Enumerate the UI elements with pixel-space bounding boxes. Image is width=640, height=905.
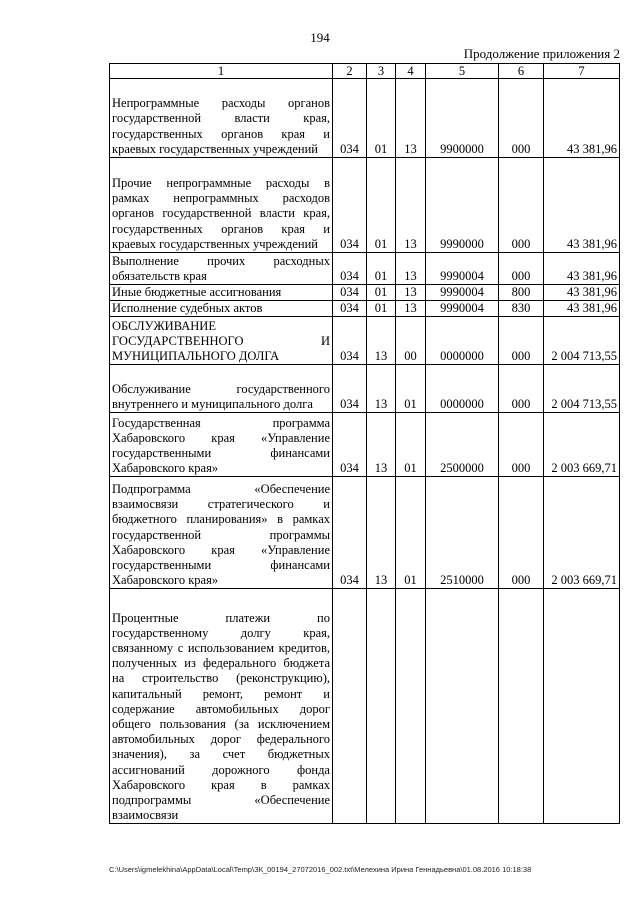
cell-code-2: 034 <box>333 317 367 365</box>
cell-code-4: 13 <box>396 285 426 301</box>
cell-code-5: 9990004 <box>426 253 499 285</box>
cell-code-2: 034 <box>333 365 367 413</box>
cell-code-3: 01 <box>367 158 396 253</box>
cell-code-6: 830 <box>499 301 544 317</box>
row-name-cell: ОБСЛУЖИВАНИЕ ГОСУДАРСТВЕННОГО И МУНИЦИПАЛЬНОГО ДОЛГА <box>110 317 333 365</box>
row-name-cell: Процентные платежи по государственному долгу края, связанному с использованием кредитов, полученных из федерального бюджета на строительство (реконструкцию), капитальный ремонт, ремонт и содержание автомобильных дорог общего пользования (за исключением автомобильных дорог федерального значения), за счет бюджетных ассигнований дорожного фонда Хабаровского края в рамках подпрограммы «Обеспечение взаимосвязи <box>110 589 333 824</box>
cell-amount: 2 003 669,71 <box>544 413 620 477</box>
cell-code-4: 13 <box>396 158 426 253</box>
cell-code-5: 2500000 <box>426 413 499 477</box>
cell-code-4: 01 <box>396 413 426 477</box>
cell-code-5: 0000000 <box>426 317 499 365</box>
cell-code-6: 000 <box>499 413 544 477</box>
file-path-footer: C:\Users\igmelekhina\AppData\Local\Temp\ЗК_00194_27072016_002.txt\Мелехина Ирина Геннадьевна\01.08.2016 10:18:38 <box>109 865 532 874</box>
cell-code-6: 000 <box>499 79 544 158</box>
column-header: 5 <box>426 64 499 79</box>
cell-code-6: 800 <box>499 285 544 301</box>
row-name-cell: Прочие непрограммные расходы в рамках непрограммных расходов органов государственной власти края, государственных органов края и краевых государственных учреждений <box>110 158 333 253</box>
cell-code-5: 9900000 <box>426 79 499 158</box>
cell-code-3: 13 <box>367 477 396 589</box>
column-header: 7 <box>544 64 620 79</box>
cell-code-5: 9990004 <box>426 285 499 301</box>
table-row <box>110 253 620 285</box>
cell-code-6: 000 <box>499 477 544 589</box>
table-row <box>110 79 620 158</box>
cell-code-4: 13 <box>396 301 426 317</box>
cell-code-3: 13 <box>367 413 396 477</box>
column-header: 6 <box>499 64 544 79</box>
cell-code-2: 034 <box>333 285 367 301</box>
cell-code-3: 01 <box>367 253 396 285</box>
table-row <box>110 589 620 824</box>
row-name-cell: Исполнение судебных актов <box>110 301 333 317</box>
cell-code-2: 034 <box>333 79 367 158</box>
cell-code-2 <box>333 589 367 824</box>
table-row <box>110 365 620 413</box>
table-row <box>110 285 620 301</box>
cell-code-2: 034 <box>333 301 367 317</box>
column-header: 3 <box>367 64 396 79</box>
cell-code-3: 13 <box>367 365 396 413</box>
cell-amount: 43 381,96 <box>544 301 620 317</box>
cell-code-6: 000 <box>499 158 544 253</box>
cell-code-3: 01 <box>367 79 396 158</box>
cell-code-5: 9990004 <box>426 301 499 317</box>
table-row <box>110 477 620 589</box>
cell-amount: 2 003 669,71 <box>544 477 620 589</box>
row-name-cell: Выполнение прочих расходных обязательств края <box>110 253 333 285</box>
cell-code-6: 000 <box>499 317 544 365</box>
cell-code-5: 0000000 <box>426 365 499 413</box>
cell-code-5 <box>426 589 499 824</box>
cell-code-4: 00 <box>396 317 426 365</box>
cell-code-5: 9990000 <box>426 158 499 253</box>
row-name-cell: Обслуживание государственного внутреннего и муниципального долга <box>110 365 333 413</box>
budget-table <box>109 63 620 824</box>
table-row <box>110 301 620 317</box>
cell-code-2: 034 <box>333 413 367 477</box>
row-name-cell: Подпрограмма «Обеспечение взаимосвязи стратегического и бюджетного планирования» в рамках государственной программы Хабаровского края «Управление государственными финансами Хабаровского края» <box>110 477 333 589</box>
cell-code-5: 2510000 <box>426 477 499 589</box>
cell-code-3: 01 <box>367 301 396 317</box>
cell-code-2: 034 <box>333 253 367 285</box>
page-number: 194 <box>310 30 330 45</box>
table-row <box>110 317 620 365</box>
cell-amount: 43 381,96 <box>544 253 620 285</box>
table-row <box>110 413 620 477</box>
cell-code-4: 13 <box>396 253 426 285</box>
cell-amount: 43 381,96 <box>544 79 620 158</box>
cell-code-6: 000 <box>499 365 544 413</box>
cell-amount: 2 004 713,55 <box>544 317 620 365</box>
cell-code-3: 01 <box>367 285 396 301</box>
cell-code-4: 01 <box>396 365 426 413</box>
row-name-cell: Государственная программа Хабаровского края «Управление государственными финансами Хабаровского края» <box>110 413 333 477</box>
column-header: 1 <box>110 64 333 79</box>
header-row <box>110 64 620 79</box>
cell-code-6 <box>499 589 544 824</box>
cell-code-3 <box>367 589 396 824</box>
cell-amount: 43 381,96 <box>544 158 620 253</box>
row-name-cell: Иные бюджетные ассигнования <box>110 285 333 301</box>
continuation-label: Продолжение приложения 2 <box>463 46 620 61</box>
cell-code-6: 000 <box>499 253 544 285</box>
cell-code-4 <box>396 589 426 824</box>
cell-code-4: 13 <box>396 79 426 158</box>
cell-code-2: 034 <box>333 477 367 589</box>
cell-amount <box>544 589 620 824</box>
cell-amount: 43 381,96 <box>544 285 620 301</box>
column-header: 2 <box>333 64 367 79</box>
row-name-cell: Непрограммные расходы органов государственной власти края, государственных органов края и краевых государственных учреждений <box>110 79 333 158</box>
column-header: 4 <box>396 64 426 79</box>
cell-code-4: 01 <box>396 477 426 589</box>
cell-code-2: 034 <box>333 158 367 253</box>
cell-code-3: 13 <box>367 317 396 365</box>
cell-amount: 2 004 713,55 <box>544 365 620 413</box>
table-row <box>110 158 620 253</box>
